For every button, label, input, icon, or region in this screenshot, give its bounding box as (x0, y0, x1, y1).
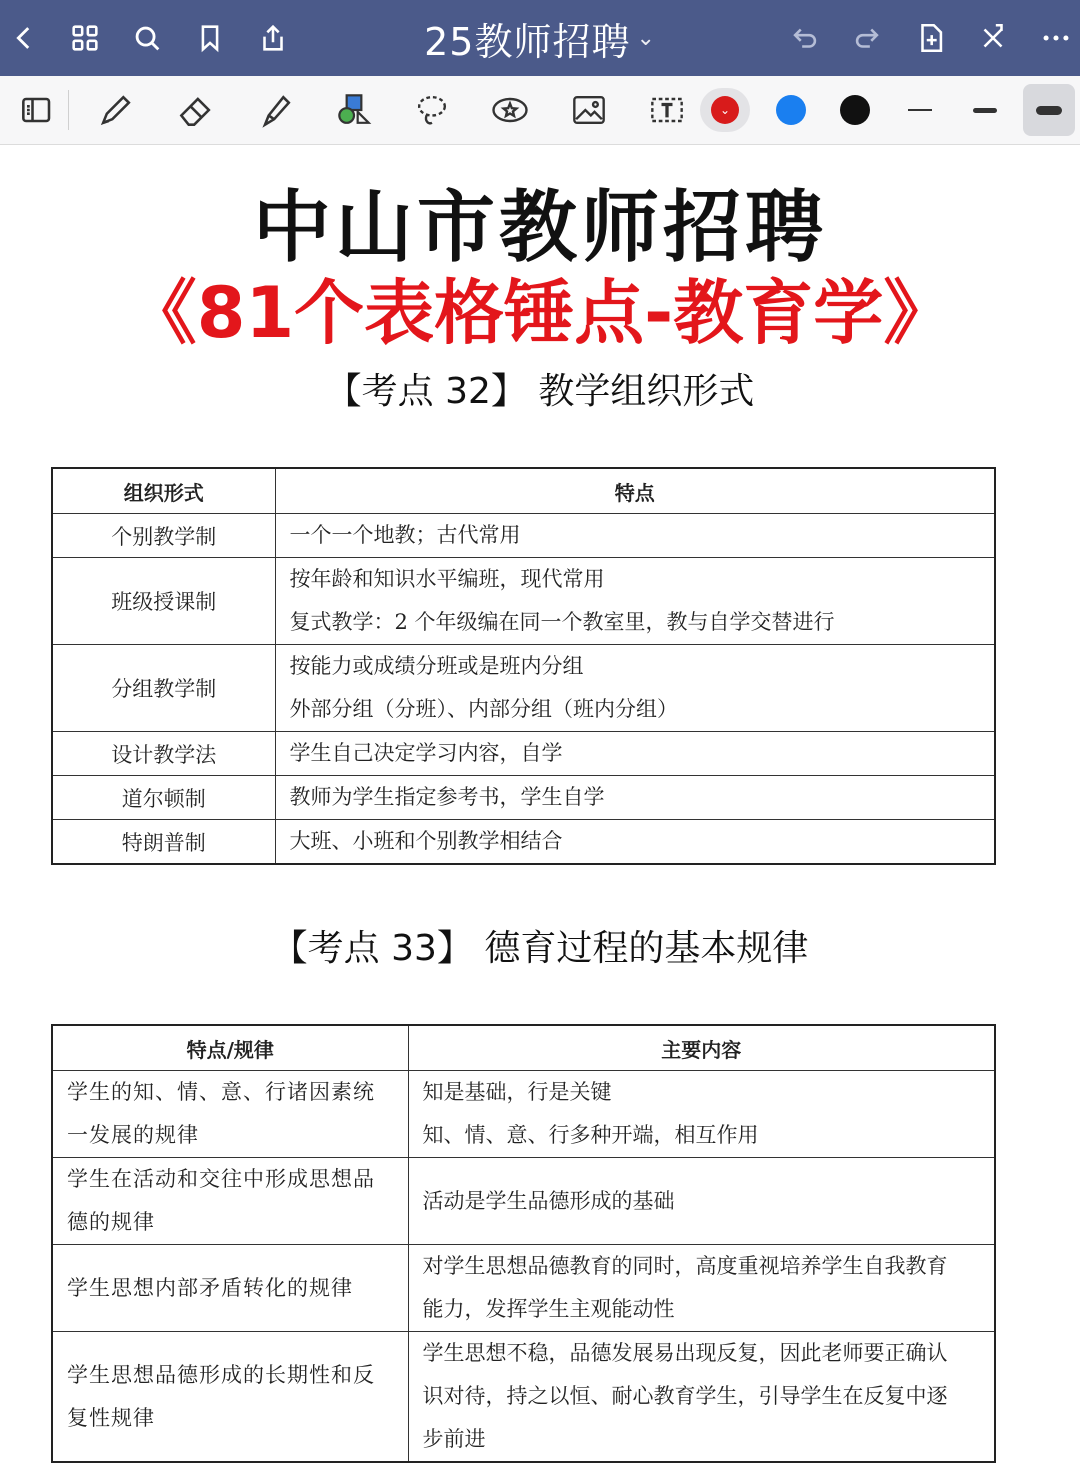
grid-icon[interactable] (61, 14, 109, 62)
color-swatch-black[interactable] (829, 84, 881, 136)
form-cell: 特朗普制 (52, 820, 275, 865)
teaching-organization-table (51, 467, 996, 865)
more-icon[interactable] (1032, 14, 1080, 62)
point-line: 复式教学：2 个年级编在同一个教室里，教与自学交替进行 (289, 610, 835, 634)
eraser-icon[interactable] (170, 84, 222, 136)
document-page (0, 145, 1080, 1451)
table-row (52, 1158, 995, 1245)
table-row (52, 514, 995, 558)
form-cell: 设计教学法 (52, 732, 275, 776)
law-line: 德的规律 (67, 1210, 155, 1234)
selected-check-icon: ⌄ (711, 96, 739, 124)
point-line: 外部分组（分班）、内部分组（班内分组） (289, 697, 678, 721)
color-swatch-blue[interactable] (765, 84, 817, 136)
column-header: 特点/规律 (52, 1025, 408, 1071)
table-row (52, 1071, 995, 1158)
section-heading-32: 【考点 32】 教学组织形式 (325, 371, 755, 412)
law-line: 学生思想品德形成的长期性和反 (67, 1362, 375, 1387)
law-line: 学生的知、情、意、行诸因素统 (67, 1080, 375, 1104)
share-icon[interactable] (249, 14, 297, 62)
column-header: 组织形式 (52, 468, 275, 514)
page-subtitle: 《81个表格锤点-教育学》 (126, 272, 954, 354)
law-line: 一发展的规律 (67, 1123, 199, 1147)
point-line: 教师为学生指定参考书，学生自学 (289, 785, 605, 809)
point-line: 按能力或成绩分班或是班内分组 (289, 654, 584, 678)
page-title: 中山市教师招聘 (252, 183, 827, 273)
stroke-thick[interactable] (1023, 84, 1075, 136)
top-navigation-bar (0, 0, 1080, 76)
table-header-row (52, 1025, 995, 1071)
highlighter-icon[interactable] (250, 84, 302, 136)
section-heading-33: 【考点 33】 德育过程的基本规律 (271, 928, 809, 969)
table-row (52, 1332, 995, 1463)
lasso-icon[interactable] (406, 84, 458, 136)
law-line: 学生思想内部矛盾转化的规律 (67, 1275, 353, 1300)
shapes-icon[interactable] (328, 84, 380, 136)
sticker-icon[interactable] (484, 84, 536, 136)
content-line: 步前进 (422, 1427, 486, 1451)
content-line: 对学生思想品德教育的同时，高度重视培养学生自我教育 (422, 1254, 948, 1278)
annotation-toolbar (0, 76, 1080, 145)
form-cell: 道尔顿制 (52, 776, 275, 820)
chevron-down-icon: ⌄ (636, 25, 656, 51)
table-row (52, 820, 995, 865)
point-line: 按年龄和知识水平编班，现代常用 (289, 567, 605, 591)
sidebar-toggle-icon[interactable] (12, 84, 64, 136)
toolbar-divider (68, 90, 69, 130)
form-cell: 班级授课制 (52, 558, 275, 645)
undo-icon[interactable] (781, 14, 829, 62)
text-box-icon[interactable] (641, 84, 693, 136)
add-page-icon[interactable] (907, 14, 955, 62)
law-line: 复性规律 (67, 1405, 155, 1430)
pen-icon[interactable] (90, 84, 142, 136)
content-line: 学生思想不稳，品德发展易出现反复，因此老师要正确认 (422, 1341, 948, 1365)
table-row (52, 558, 995, 645)
point-line: 一个一个地教；古代常用 (289, 523, 521, 547)
image-icon[interactable] (563, 84, 615, 136)
column-header: 特点 (275, 468, 995, 514)
stroke-thin[interactable] (894, 84, 946, 136)
law-line: 学生在活动和交往中形成思想品 (67, 1167, 375, 1191)
stroke-medium[interactable] (959, 84, 1011, 136)
form-cell: 分组教学制 (52, 645, 275, 732)
back-icon[interactable] (0, 14, 48, 62)
color-swatch-red[interactable] (700, 88, 750, 132)
content-line: 知是基础，行是关键 (422, 1080, 612, 1104)
search-icon[interactable] (123, 14, 171, 62)
table-row (52, 732, 995, 776)
table-row (52, 1245, 995, 1332)
moral-education-laws-table (51, 1024, 996, 1463)
document-title: 25教师招聘 (424, 19, 631, 64)
point-line: 学生自己决定学习内容，自学 (289, 741, 563, 765)
content-line: 知、情、意、行多种开端，相互作用 (422, 1123, 759, 1147)
column-header: 主要内容 (408, 1025, 995, 1071)
table-header-row (52, 468, 995, 514)
bookmark-icon[interactable] (186, 14, 234, 62)
redo-icon[interactable] (843, 14, 891, 62)
content-line: 能力，发挥学生主观能动性 (422, 1297, 675, 1321)
form-cell: 个别教学制 (52, 514, 275, 558)
content-line: 识对待，持之以恒、耐心教育学生，引导学生在反复中逐 (422, 1384, 948, 1408)
close-icon[interactable] (969, 14, 1017, 62)
content-line: 活动是学生品德形成的基础 (422, 1188, 675, 1213)
point-line: 大班、小班和个别教学相结合 (289, 829, 563, 853)
document-title-dropdown[interactable] (330, 14, 750, 62)
table-row (52, 645, 995, 732)
table-row (52, 776, 995, 820)
